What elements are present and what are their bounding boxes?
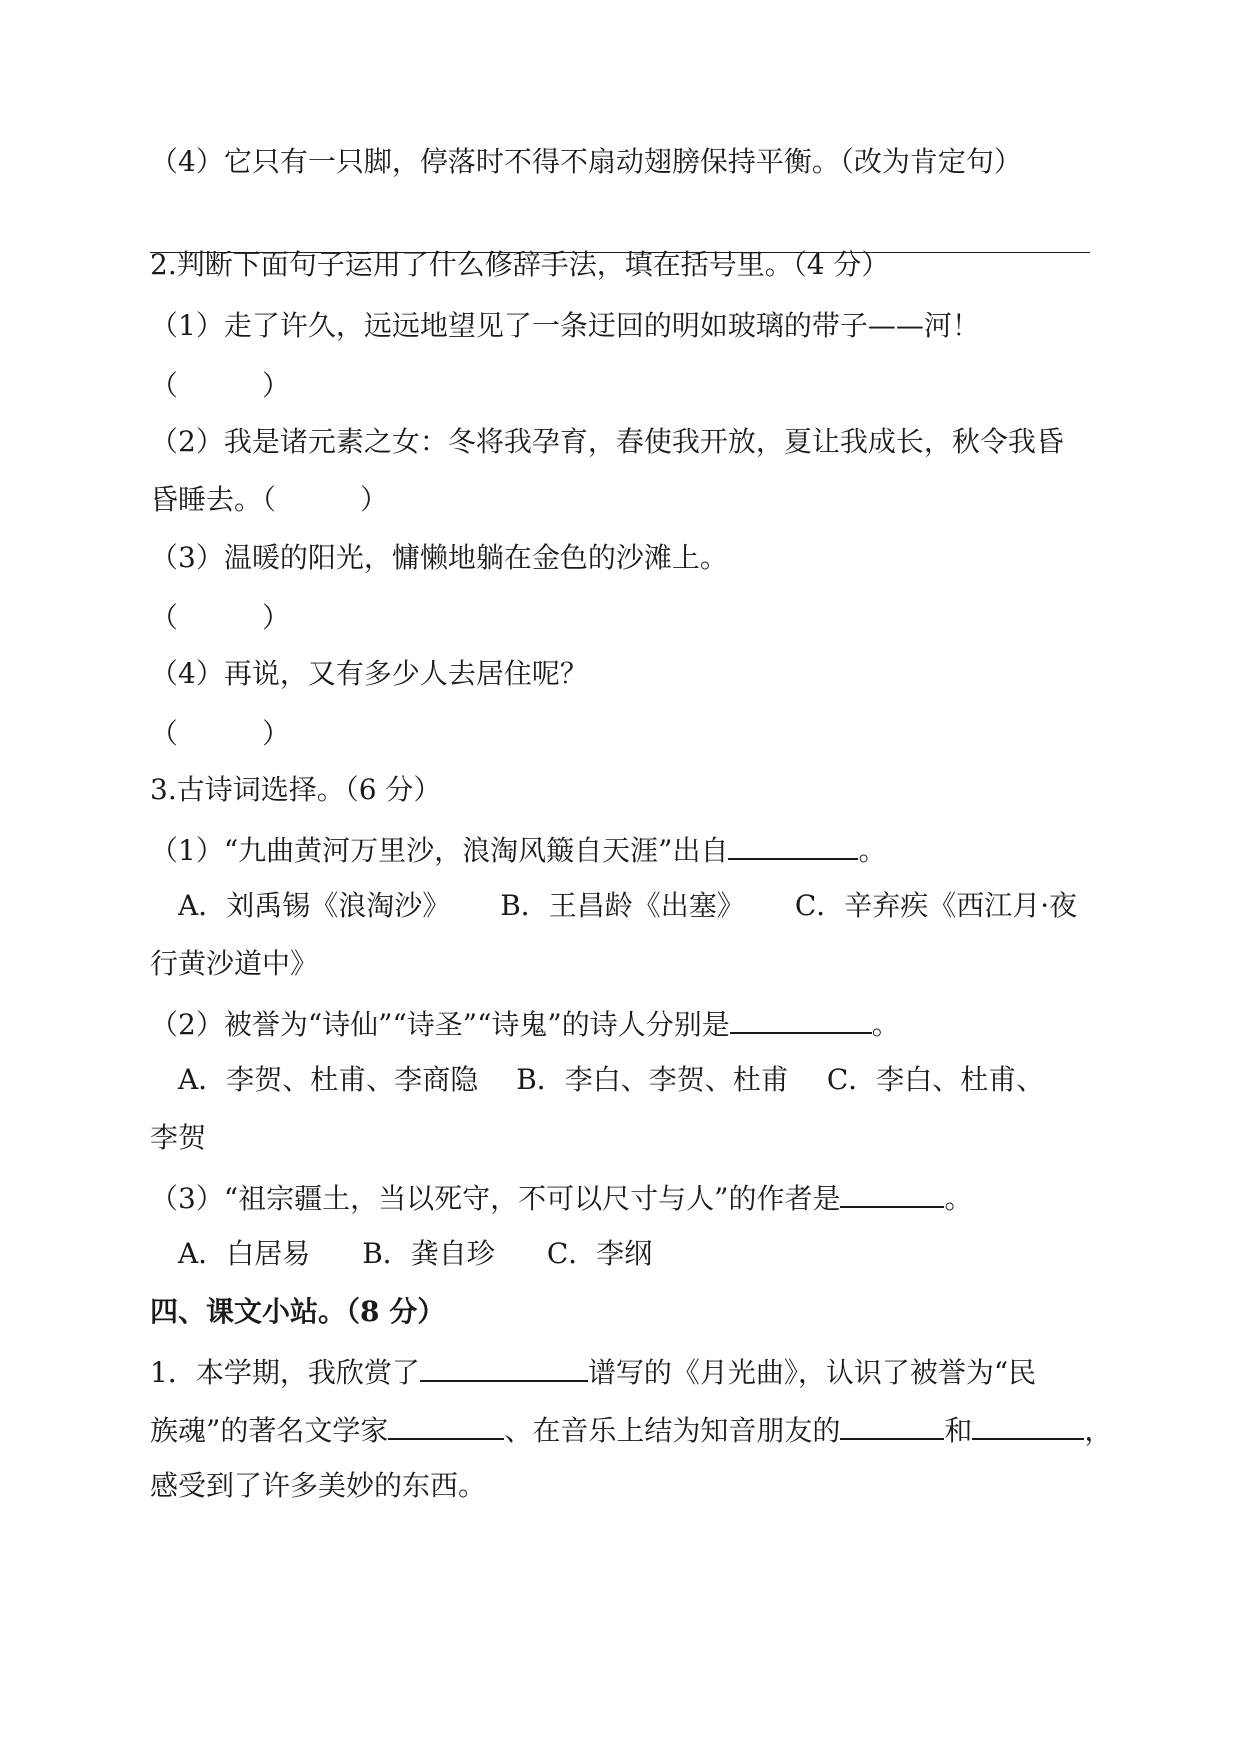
q2-3-line: （3）温暖的阳光，慵懒地躺在金色的沙滩上。 — [150, 541, 728, 574]
q3-1-options — [178, 886, 1077, 926]
q3-2-option-b[interactable]: B．李白、李贺、杜甫 — [516, 1063, 789, 1096]
q2-1-answer-paren[interactable]: （ ） — [150, 369, 291, 402]
q3-2-option-a[interactable]: A．李贺、杜甫、李商隐 — [178, 1063, 479, 1096]
q3-1-period: 。 — [858, 834, 887, 867]
q3-3-option-b[interactable]: B．龚自珍 — [362, 1237, 495, 1270]
sec4-1-blank-writer[interactable] — [388, 1408, 504, 1440]
sec4-1b-text: 、在音乐上结为知音朋友的 — [504, 1414, 841, 1447]
sec4-1b-prompt: 族魂”的著名文学家 — [150, 1414, 389, 1447]
q2-2-line-a: （2）我是诸元素之女：冬将我孕育，春使我开放，夏让我成长，秋令我昏 — [150, 425, 1064, 458]
sec4-1-line-a — [150, 1350, 1036, 1393]
q2-4-answer-paren[interactable]: （ ） — [150, 717, 291, 750]
q2-title: 2.判断下面句子运用了什么修辞手法，填在括号里。（4 分） — [150, 248, 890, 281]
sec4-1b-comma: ， — [1084, 1414, 1113, 1447]
q3-2-line — [150, 1002, 900, 1045]
q3-1-line — [150, 828, 886, 871]
q2-1-line: （1）走了许久，远远地望见了一条迂回的明如玻璃的带子——河！ — [150, 309, 980, 342]
q3-1-option-a[interactable]: A．刘禹锡《浪淘沙》 — [178, 889, 451, 922]
q3-3-period: 。 — [944, 1182, 973, 1215]
q1-4-line: （4）它只有一只脚，停落时不得不扇动翅膀保持平衡。（改为肯定句） — [150, 145, 1022, 178]
q2-2-line-b[interactable]: 昏睡去。（ ） — [150, 483, 389, 516]
sec4-1-blank-friend-2[interactable] — [972, 1408, 1084, 1440]
sec4-1-blank-composer[interactable] — [420, 1350, 588, 1382]
section-4-title: 四、课文小站。（8 分） — [150, 1295, 446, 1328]
sec4-1a-text: 谱写的《月光曲》，认识了被誉为“民 — [587, 1356, 1037, 1389]
sec4-1-line-c: 感受到了许多美妙的东西。 — [150, 1469, 487, 1502]
sec4-1b-and: 和 — [944, 1414, 973, 1447]
q3-2-period: 。 — [871, 1008, 900, 1041]
sec4-1-line-b — [150, 1408, 1112, 1451]
q2-3-answer-paren[interactable]: （ ） — [150, 601, 291, 634]
q3-3-option-c[interactable]: C．李纲 — [546, 1237, 653, 1270]
q3-3-line — [150, 1176, 972, 1219]
q3-2-option-c[interactable]: C．李白、杜甫、 — [826, 1063, 1045, 1096]
q3-3-options — [178, 1234, 652, 1274]
q3-3-blank[interactable] — [840, 1176, 944, 1208]
q3-1-blank[interactable] — [728, 828, 858, 860]
q3-1-option-c[interactable]: C．辛弃疾《西江月·夜 — [794, 889, 1078, 922]
q3-2-blank[interactable] — [730, 1002, 872, 1034]
q2-4-line: （4）再说，又有多少人去居住呢？ — [150, 657, 588, 690]
q3-title: 3.古诗词选择。（6 分） — [150, 773, 442, 806]
q3-2-options — [178, 1060, 1044, 1100]
sec4-1a-prompt: 1．本学期，我欣赏了 — [150, 1356, 420, 1389]
q3-3-prompt: （3）“祖宗疆土，当以死守，不可以尺寸与人”的作者是 — [150, 1182, 841, 1215]
q3-1-option-c-cont: 行黄沙道中》 — [150, 947, 319, 980]
q3-1-option-b[interactable]: B．王昌龄《出塞》 — [500, 889, 745, 922]
sec4-1-blank-friend-1[interactable] — [840, 1408, 944, 1440]
q3-1-prompt: （1）“九曲黄河万里沙，浪淘风簸自天涯”出自 — [150, 834, 729, 867]
q3-3-option-a[interactable]: A．白居易 — [178, 1237, 311, 1270]
q3-2-prompt: （2）被誉为“诗仙”“诗圣”“诗鬼”的诗人分别是 — [150, 1008, 730, 1041]
q3-2-option-c-cont: 李贺 — [150, 1121, 207, 1154]
